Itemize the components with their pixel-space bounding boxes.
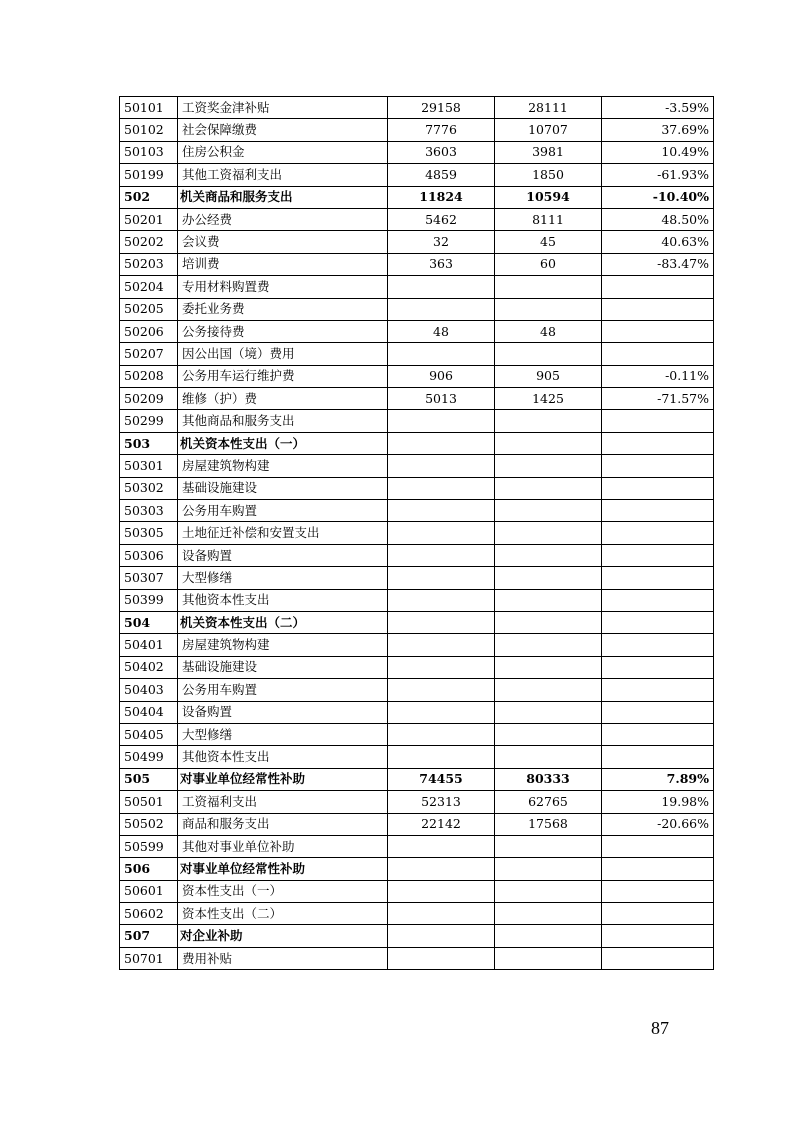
account-code-cell: 50601 xyxy=(120,880,178,902)
item-name-cell: 培训费 xyxy=(178,253,388,275)
change-percent-cell xyxy=(602,746,714,768)
table-row xyxy=(120,164,714,186)
amount-prior-cell xyxy=(388,746,495,768)
account-code-cell: 50302 xyxy=(120,477,178,499)
change-percent-cell: 48.50% xyxy=(602,208,714,230)
change-percent-cell: 40.63% xyxy=(602,231,714,253)
category-row xyxy=(120,186,714,208)
table-row xyxy=(120,701,714,723)
change-percent-cell xyxy=(602,589,714,611)
item-name-cell: 机关商品和服务支出 xyxy=(178,186,388,208)
change-percent-cell xyxy=(602,477,714,499)
table-row xyxy=(120,231,714,253)
table-row xyxy=(120,544,714,566)
table-row xyxy=(120,253,714,275)
amount-current-cell: 8111 xyxy=(495,208,602,230)
amount-prior-cell xyxy=(388,723,495,745)
amount-prior-cell xyxy=(388,477,495,499)
change-percent-cell xyxy=(602,522,714,544)
amount-prior-cell xyxy=(388,589,495,611)
account-code-cell: 50205 xyxy=(120,298,178,320)
change-percent-cell xyxy=(602,432,714,454)
category-row xyxy=(120,432,714,454)
amount-prior-cell: 906 xyxy=(388,365,495,387)
item-name-cell: 对事业单位经常性补助 xyxy=(178,768,388,790)
item-name-cell: 因公出国（境）费用 xyxy=(178,343,388,365)
item-name-cell: 办公经费 xyxy=(178,208,388,230)
amount-current-cell: 17568 xyxy=(495,813,602,835)
account-code-cell: 506 xyxy=(120,858,178,880)
change-percent-cell xyxy=(602,320,714,342)
amount-current-cell xyxy=(495,679,602,701)
change-percent-cell xyxy=(602,298,714,320)
account-code-cell: 50401 xyxy=(120,634,178,656)
account-code-cell: 50204 xyxy=(120,276,178,298)
change-percent-cell xyxy=(602,410,714,432)
account-code-cell: 50307 xyxy=(120,567,178,589)
item-name-cell: 公务用车运行维护费 xyxy=(178,365,388,387)
change-percent-cell xyxy=(602,611,714,633)
account-code-cell: 505 xyxy=(120,768,178,790)
amount-prior-cell: 5462 xyxy=(388,208,495,230)
amount-prior-cell: 3603 xyxy=(388,141,495,163)
amount-prior-cell: 22142 xyxy=(388,813,495,835)
table-row xyxy=(120,723,714,745)
amount-current-cell: 45 xyxy=(495,231,602,253)
amount-prior-cell: 5013 xyxy=(388,388,495,410)
amount-current-cell xyxy=(495,432,602,454)
amount-current-cell xyxy=(495,925,602,947)
amount-current-cell: 10594 xyxy=(495,186,602,208)
amount-current-cell xyxy=(495,947,602,969)
amount-prior-cell xyxy=(388,455,495,477)
change-percent-cell: 19.98% xyxy=(602,791,714,813)
amount-current-cell: 1850 xyxy=(495,164,602,186)
table-row xyxy=(120,365,714,387)
table-row xyxy=(120,343,714,365)
category-row xyxy=(120,611,714,633)
item-name-cell: 专用材料购置费 xyxy=(178,276,388,298)
category-row xyxy=(120,925,714,947)
amount-current-cell xyxy=(495,500,602,522)
amount-prior-cell xyxy=(388,611,495,633)
change-percent-cell: -0.11% xyxy=(602,365,714,387)
account-code-cell: 50301 xyxy=(120,455,178,477)
account-code-cell: 50103 xyxy=(120,141,178,163)
amount-current-cell: 905 xyxy=(495,365,602,387)
item-name-cell: 公务用车购置 xyxy=(178,500,388,522)
item-name-cell: 设备购置 xyxy=(178,544,388,566)
account-code-cell: 50502 xyxy=(120,813,178,835)
amount-current-cell xyxy=(495,455,602,477)
item-name-cell: 维修（护）费 xyxy=(178,388,388,410)
table-row xyxy=(120,634,714,656)
table-row xyxy=(120,656,714,678)
amount-prior-cell: 7776 xyxy=(388,119,495,141)
change-percent-cell: -71.57% xyxy=(602,388,714,410)
account-code-cell: 50209 xyxy=(120,388,178,410)
amount-current-cell xyxy=(495,858,602,880)
change-percent-cell xyxy=(602,880,714,902)
table-row xyxy=(120,97,714,119)
amount-current-cell: 10707 xyxy=(495,119,602,141)
item-name-cell: 房屋建筑物构建 xyxy=(178,455,388,477)
account-code-cell: 50399 xyxy=(120,589,178,611)
account-code-cell: 507 xyxy=(120,925,178,947)
change-percent-cell xyxy=(602,500,714,522)
amount-prior-cell: 29158 xyxy=(388,97,495,119)
account-code-cell: 50306 xyxy=(120,544,178,566)
item-name-cell: 会议费 xyxy=(178,231,388,253)
change-percent-cell: 7.89% xyxy=(602,768,714,790)
amount-prior-cell xyxy=(388,567,495,589)
change-percent-cell xyxy=(602,903,714,925)
account-code-cell: 50201 xyxy=(120,208,178,230)
change-percent-cell xyxy=(602,679,714,701)
item-name-cell: 其他工资福利支出 xyxy=(178,164,388,186)
amount-current-cell: 62765 xyxy=(495,791,602,813)
amount-current-cell: 60 xyxy=(495,253,602,275)
amount-current-cell xyxy=(495,567,602,589)
account-code-cell: 50299 xyxy=(120,410,178,432)
change-percent-cell xyxy=(602,835,714,857)
change-percent-cell xyxy=(602,656,714,678)
category-row xyxy=(120,768,714,790)
amount-prior-cell: 74455 xyxy=(388,768,495,790)
table-row xyxy=(120,141,714,163)
table-row xyxy=(120,679,714,701)
account-code-cell: 50602 xyxy=(120,903,178,925)
amount-current-cell xyxy=(495,903,602,925)
change-percent-cell xyxy=(602,634,714,656)
amount-current-cell xyxy=(495,410,602,432)
change-percent-cell xyxy=(602,544,714,566)
item-name-cell: 设备购置 xyxy=(178,701,388,723)
change-percent-cell xyxy=(602,343,714,365)
amount-current-cell xyxy=(495,835,602,857)
table-row xyxy=(120,320,714,342)
table-row xyxy=(120,500,714,522)
amount-current-cell: 80333 xyxy=(495,768,602,790)
change-percent-cell xyxy=(602,925,714,947)
table-row xyxy=(120,119,714,141)
change-percent-cell xyxy=(602,276,714,298)
item-name-cell: 工资奖金津补贴 xyxy=(178,97,388,119)
table-row xyxy=(120,880,714,902)
item-name-cell: 房屋建筑物构建 xyxy=(178,634,388,656)
account-code-cell: 50405 xyxy=(120,723,178,745)
table-row xyxy=(120,746,714,768)
amount-prior-cell: 11824 xyxy=(388,186,495,208)
item-name-cell: 大型修缮 xyxy=(178,567,388,589)
item-name-cell: 费用补贴 xyxy=(178,947,388,969)
account-code-cell: 502 xyxy=(120,186,178,208)
item-name-cell: 大型修缮 xyxy=(178,723,388,745)
amount-prior-cell: 4859 xyxy=(388,164,495,186)
change-percent-cell xyxy=(602,455,714,477)
table-row xyxy=(120,589,714,611)
change-percent-cell xyxy=(602,858,714,880)
table-row xyxy=(120,477,714,499)
account-code-cell: 50701 xyxy=(120,947,178,969)
account-code-cell: 50208 xyxy=(120,365,178,387)
item-name-cell: 社会保障缴费 xyxy=(178,119,388,141)
page-number: 87 xyxy=(651,1018,669,1038)
item-name-cell: 土地征迁补偿和安置支出 xyxy=(178,522,388,544)
account-code-cell: 50599 xyxy=(120,835,178,857)
account-code-cell: 50207 xyxy=(120,343,178,365)
change-percent-cell: -10.40% xyxy=(602,186,714,208)
amount-prior-cell xyxy=(388,276,495,298)
amount-prior-cell: 48 xyxy=(388,320,495,342)
item-name-cell: 其他商品和服务支出 xyxy=(178,410,388,432)
table-row xyxy=(120,835,714,857)
change-percent-cell xyxy=(602,947,714,969)
table-row xyxy=(120,455,714,477)
item-name-cell: 商品和服务支出 xyxy=(178,813,388,835)
amount-current-cell xyxy=(495,701,602,723)
item-name-cell: 公务用车购置 xyxy=(178,679,388,701)
amount-prior-cell xyxy=(388,835,495,857)
amount-prior-cell xyxy=(388,410,495,432)
table-row xyxy=(120,276,714,298)
item-name-cell: 基础设施建设 xyxy=(178,656,388,678)
account-code-cell: 50499 xyxy=(120,746,178,768)
table-row xyxy=(120,947,714,969)
table-row xyxy=(120,298,714,320)
table-row xyxy=(120,567,714,589)
amount-prior-cell: 52313 xyxy=(388,791,495,813)
amount-current-cell xyxy=(495,634,602,656)
account-code-cell: 50305 xyxy=(120,522,178,544)
budget-table xyxy=(119,96,714,970)
change-percent-cell xyxy=(602,567,714,589)
account-code-cell: 504 xyxy=(120,611,178,633)
amount-current-cell xyxy=(495,276,602,298)
amount-current-cell xyxy=(495,544,602,566)
item-name-cell: 委托业务费 xyxy=(178,298,388,320)
change-percent-cell: -20.66% xyxy=(602,813,714,835)
account-code-cell: 50102 xyxy=(120,119,178,141)
item-name-cell: 公务接待费 xyxy=(178,320,388,342)
change-percent-cell: 37.69% xyxy=(602,119,714,141)
account-code-cell: 50404 xyxy=(120,701,178,723)
table-row xyxy=(120,410,714,432)
item-name-cell: 对企业补助 xyxy=(178,925,388,947)
table-row xyxy=(120,522,714,544)
account-code-cell: 50206 xyxy=(120,320,178,342)
amount-current-cell: 1425 xyxy=(495,388,602,410)
amount-prior-cell xyxy=(388,947,495,969)
amount-prior-cell xyxy=(388,858,495,880)
change-percent-cell: -61.93% xyxy=(602,164,714,186)
table-row xyxy=(120,791,714,813)
table-row xyxy=(120,208,714,230)
item-name-cell: 其他资本性支出 xyxy=(178,589,388,611)
amount-current-cell xyxy=(495,343,602,365)
category-row xyxy=(120,858,714,880)
table-row xyxy=(120,903,714,925)
table-row xyxy=(120,388,714,410)
amount-current-cell: 28111 xyxy=(495,97,602,119)
account-code-cell: 50501 xyxy=(120,791,178,813)
account-code-cell: 50101 xyxy=(120,97,178,119)
table-row xyxy=(120,813,714,835)
amount-prior-cell: 363 xyxy=(388,253,495,275)
change-percent-cell: 10.49% xyxy=(602,141,714,163)
amount-prior-cell: 32 xyxy=(388,231,495,253)
amount-current-cell xyxy=(495,656,602,678)
account-code-cell: 503 xyxy=(120,432,178,454)
account-code-cell: 50402 xyxy=(120,656,178,678)
item-name-cell: 住房公积金 xyxy=(178,141,388,163)
amount-prior-cell xyxy=(388,656,495,678)
change-percent-cell: -83.47% xyxy=(602,253,714,275)
amount-prior-cell xyxy=(388,903,495,925)
item-name-cell: 对事业单位经常性补助 xyxy=(178,858,388,880)
account-code-cell: 50203 xyxy=(120,253,178,275)
amount-prior-cell xyxy=(388,298,495,320)
change-percent-cell xyxy=(602,723,714,745)
amount-current-cell xyxy=(495,522,602,544)
amount-current-cell xyxy=(495,477,602,499)
account-code-cell: 50199 xyxy=(120,164,178,186)
account-code-cell: 50303 xyxy=(120,500,178,522)
amount-prior-cell xyxy=(388,925,495,947)
amount-current-cell: 3981 xyxy=(495,141,602,163)
amount-prior-cell xyxy=(388,522,495,544)
item-name-cell: 机关资本性支出（二） xyxy=(178,611,388,633)
amount-current-cell: 48 xyxy=(495,320,602,342)
account-code-cell: 50403 xyxy=(120,679,178,701)
item-name-cell: 工资福利支出 xyxy=(178,791,388,813)
amount-prior-cell xyxy=(388,544,495,566)
amount-current-cell xyxy=(495,298,602,320)
amount-prior-cell xyxy=(388,880,495,902)
amount-current-cell xyxy=(495,746,602,768)
item-name-cell: 基础设施建设 xyxy=(178,477,388,499)
amount-prior-cell xyxy=(388,500,495,522)
item-name-cell: 机关资本性支出（一） xyxy=(178,432,388,454)
amount-prior-cell xyxy=(388,701,495,723)
amount-current-cell xyxy=(495,723,602,745)
budget-table-body xyxy=(120,97,714,970)
amount-prior-cell xyxy=(388,679,495,701)
item-name-cell: 其他资本性支出 xyxy=(178,746,388,768)
amount-current-cell xyxy=(495,589,602,611)
change-percent-cell xyxy=(602,701,714,723)
change-percent-cell: -3.59% xyxy=(602,97,714,119)
amount-prior-cell xyxy=(388,343,495,365)
amount-prior-cell xyxy=(388,634,495,656)
account-code-cell: 50202 xyxy=(120,231,178,253)
amount-current-cell xyxy=(495,880,602,902)
amount-current-cell xyxy=(495,611,602,633)
item-name-cell: 资本性支出（一） xyxy=(178,880,388,902)
item-name-cell: 资本性支出（二） xyxy=(178,903,388,925)
item-name-cell: 其他对事业单位补助 xyxy=(178,835,388,857)
amount-prior-cell xyxy=(388,432,495,454)
